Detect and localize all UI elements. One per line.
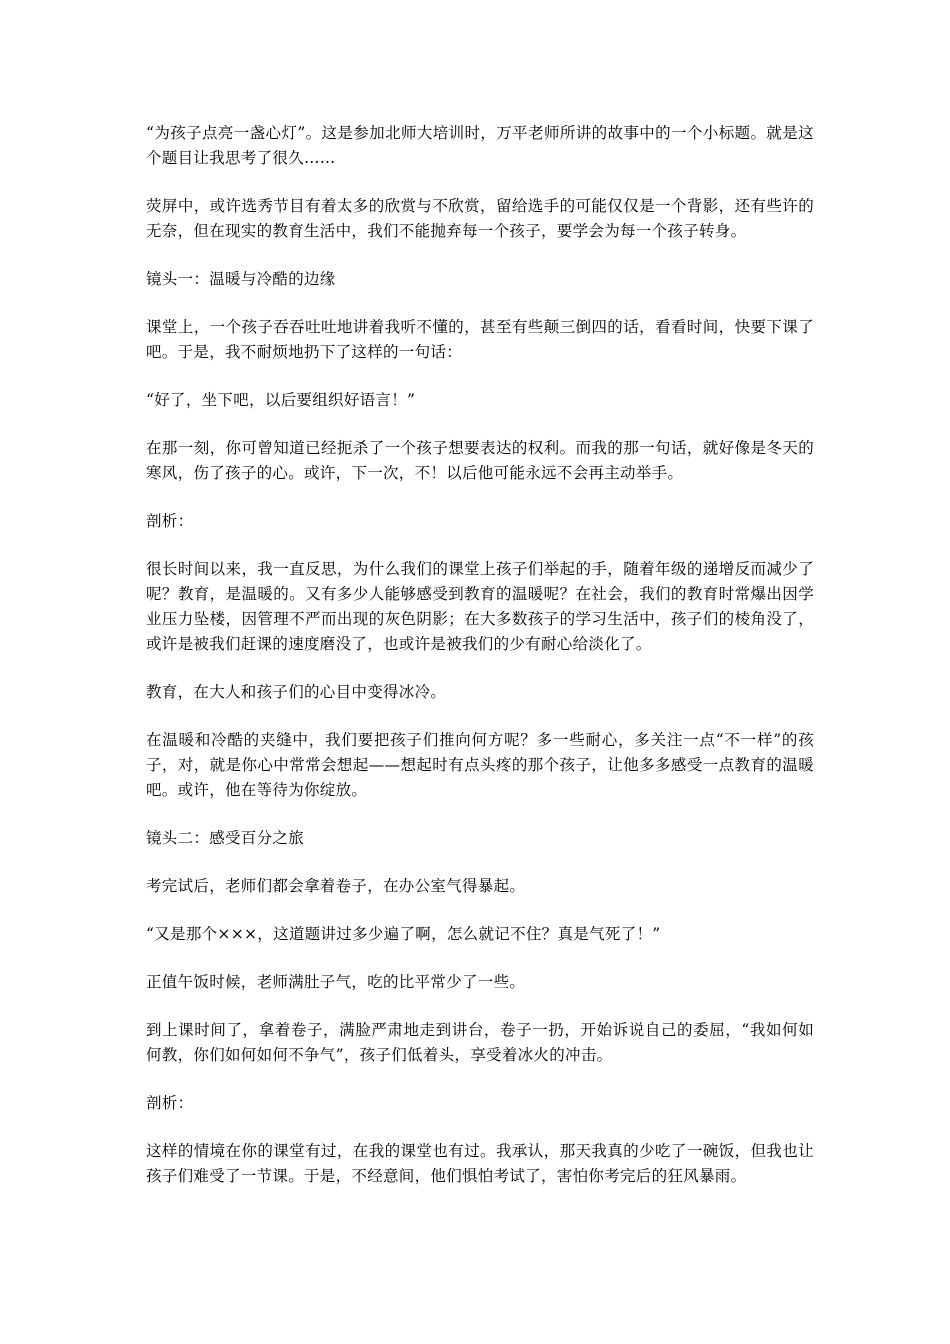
body-paragraph: 很长时间以来，我一直反思，为什么我们的课堂上孩子们举起的手，随着年级的递增反而减少了呢？教育，是温暖的。又有多少人能够感受到教育的温暖呢？在社会，我们的教育时常爆出因学业压力坠楼，因管理不严而出现的灰色阴影；在大多数孩子的学习生活中，孩子们的棱角没了，或许是被我们赶课的速度磨没了，也或许是被我们的少有耐心给淡化了。 — [146, 560, 814, 653]
quote-paragraph: “又是那个×××，这道题讲过多少遍了啊，怎么就记不住？真是气死了！” — [146, 925, 661, 943]
section-heading-scene-one: 镜头一：温暖与冷酷的边缘 — [146, 270, 336, 288]
body-paragraph: 考完试后，老师们都会拿着卷子，在办公室气得暴起。 — [146, 877, 526, 895]
intro-paragraph: “为孩子点亮一盏心灯”。这是参加北师大培训时，万平老师所讲的故事中的一个小标题。就是这个题目让我思考了很久…… — [146, 124, 814, 167]
body-paragraph: 这样的情境在你的课堂有过，在我的课堂也有过。我承认，那天我真的少吃了一碗饭，但我也让孩子们难受了一节课。于是，不经意间，他们惧怕考试了，害怕你考完后的狂风暴雨。 — [146, 1142, 814, 1185]
section-heading-scene-two: 镜头二：感受百分之旅 — [146, 829, 305, 847]
body-paragraph: 在那一刻，你可曾知道已经扼杀了一个孩子想要表达的权利。而我的那一句话，就好像是冬天的寒风，伤了孩子的心。或许，下一次，不！以后他可能永远不会再主动举手。 — [146, 439, 814, 482]
body-paragraph: 到上课时间了，拿着卷子，满脸严肃地走到讲台，卷子一扔，开始诉说自己的委屈，“我如何如何教，你们如何如何不争气”，孩子们低着头，享受着冰火的冲击。 — [146, 1021, 814, 1064]
body-paragraph: 荧屏中，或许选秀节目有着太多的欣赏与不欣赏，留给选手的可能仅仅是一个背影，还有些许的无奈，但在现实的教育生活中，我们不能抛弃每一个孩子，要学会为每一个孩子转身。 — [146, 197, 814, 240]
quote-paragraph: “好了，坐下吧，以后要组织好语言！” — [146, 391, 416, 409]
body-paragraph: 在温暖和冷酷的夹缝中，我们要把孩子们推向何方呢？多一些耐心，多关注一点“不一样”的孩子，对，就是你心中常常会想起——想起时有点头疼的那个孩子，让他多多感受一点教育的温暖吧。或许，他在等待为你绽放。 — [146, 731, 814, 799]
analysis-heading: 剖析： — [146, 1094, 194, 1112]
analysis-heading: 剖析： — [146, 512, 194, 530]
document-body — [146, 121, 814, 1212]
body-paragraph: 课堂上，一个孩子吞吞吐吐地讲着我听不懂的，甚至有些颠三倒四的话，看看时间，快要下课了吧。于是，我不耐烦地扔下了这样的一句话： — [146, 318, 814, 361]
body-paragraph: 正值午饭时候，老师满肚子气，吃的比平常少了一些。 — [146, 973, 526, 991]
body-paragraph: 教育，在大人和孩子们的心目中变得冰冷。 — [146, 683, 447, 701]
